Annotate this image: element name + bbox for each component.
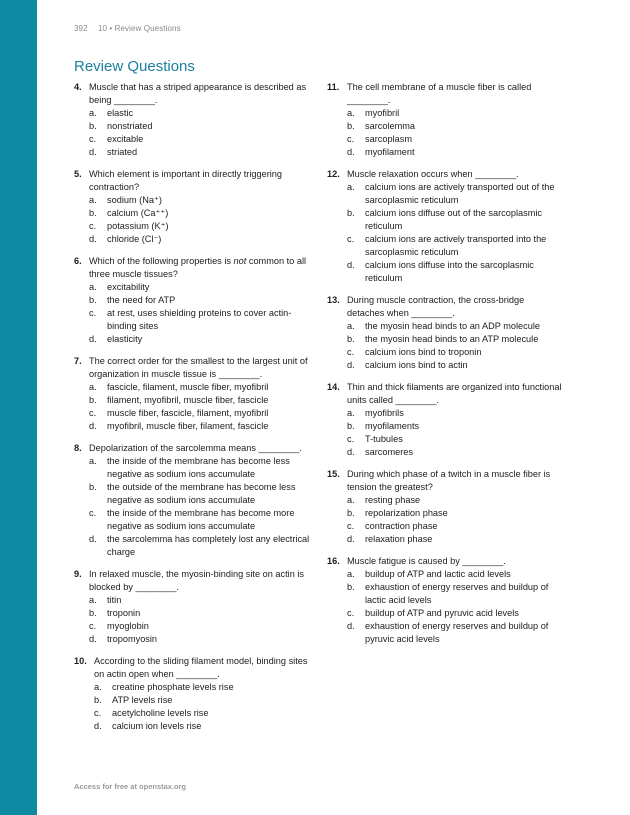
option-letter: b.: [89, 208, 97, 218]
option-text: calcium ions bind to troponin: [365, 347, 482, 357]
option-text: repolarization phase: [365, 508, 448, 518]
answer-option: [347, 107, 563, 120]
option-text: chloride (Cl⁻): [107, 234, 162, 244]
option-text: striated: [107, 147, 138, 157]
question-item: [327, 168, 563, 285]
answer-option: [89, 107, 310, 120]
question-stem: [74, 355, 310, 381]
option-text: calcium ions are actively transported out of the sarcoplasmic reticulum: [365, 182, 555, 205]
answer-options: [74, 194, 310, 246]
option-letter: b.: [347, 508, 355, 518]
answer-option: [347, 346, 563, 359]
option-letter: c.: [89, 408, 97, 418]
option-letter: c.: [89, 508, 97, 518]
option-letter: c.: [94, 708, 102, 718]
chapter-label: 10 • Review Questions: [97, 24, 181, 33]
running-head: [74, 24, 181, 33]
question-stem: [74, 655, 310, 681]
option-text: sarcolemma: [365, 121, 416, 131]
question-item: [327, 468, 563, 546]
option-text: the myosin head binds to an ATP molecule: [365, 334, 539, 344]
answer-option: [347, 494, 563, 507]
question-text: Muscle that has a striped appearance is described as being ________.: [89, 82, 307, 105]
answer-option: [347, 333, 563, 346]
question-number: 13.: [327, 295, 340, 305]
option-text: sarcoplasm: [365, 134, 412, 144]
question-number: 5.: [74, 169, 82, 179]
answer-option: [347, 520, 563, 533]
option-text: exhaustion of energy reserves and buildup of pyruvic acid levels: [365, 621, 549, 644]
option-text: the outside of the membrane has become less negative as sodium ions accumulate: [107, 482, 296, 505]
question-text: In relaxed muscle, the myosin-binding site on actin is blocked by ________.: [89, 569, 304, 592]
answer-option: [347, 433, 563, 446]
question-stem: [74, 568, 310, 594]
answer-options: [327, 407, 563, 459]
option-letter: d.: [89, 147, 97, 157]
question-stem: [327, 468, 563, 494]
option-letter: c.: [89, 308, 97, 318]
question-text: The cell membrane of a muscle fiber is called ________.: [347, 82, 532, 105]
answer-options: [74, 281, 310, 346]
option-text: calcium ion levels rise: [112, 721, 202, 731]
option-text: the need for ATP: [107, 295, 176, 305]
answer-option: [347, 407, 563, 420]
answer-option: [347, 507, 563, 520]
question-item: [74, 168, 310, 246]
question-item: [74, 655, 310, 733]
answer-option: [347, 620, 563, 646]
option-letter: d.: [347, 534, 355, 544]
answer-option: [347, 181, 563, 207]
option-letter: a.: [347, 569, 355, 579]
option-text: elasticity: [107, 334, 143, 344]
answer-option: [89, 381, 310, 394]
option-text: filament, myofibril, muscle fiber, fascicle: [107, 395, 269, 405]
option-text: myoglobin: [107, 621, 149, 631]
option-letter: a.: [347, 408, 355, 418]
option-text: calcium ions bind to actin: [365, 360, 468, 370]
right-column: [327, 81, 563, 655]
question-stem: [74, 442, 310, 455]
option-text: myofibril: [365, 108, 400, 118]
option-text: potassium (K⁺): [107, 221, 169, 231]
answer-option: [89, 407, 310, 420]
question-item: [74, 355, 310, 433]
option-letter: a.: [94, 682, 102, 692]
answer-options: [327, 320, 563, 372]
answer-option: [347, 446, 563, 459]
answer-option: [89, 120, 310, 133]
option-letter: d.: [89, 234, 97, 244]
answer-options: [327, 181, 563, 285]
question-item: [327, 555, 563, 646]
question-stem: [74, 255, 310, 281]
question-text: During muscle contraction, the cross-bridge detaches when ________.: [347, 295, 525, 318]
answer-option: [89, 307, 310, 333]
answer-option: [347, 233, 563, 259]
left-column: [74, 81, 310, 742]
option-text: the myosin head binds to an ADP molecule: [365, 321, 541, 331]
answer-option: [89, 294, 310, 307]
question-number: 6.: [74, 256, 82, 266]
option-letter: c.: [347, 521, 355, 531]
answer-option: [94, 720, 310, 733]
option-letter: b.: [347, 334, 355, 344]
question-number: 9.: [74, 569, 82, 579]
option-letter: c.: [347, 347, 355, 357]
answer-option: [89, 220, 310, 233]
question-stem: [327, 381, 563, 407]
answer-options: [327, 107, 563, 159]
answer-option: [347, 533, 563, 546]
answer-option: [347, 607, 563, 620]
answer-option: [347, 568, 563, 581]
answer-option: [89, 633, 310, 646]
answer-option: [89, 533, 310, 559]
answer-option: [89, 455, 310, 481]
option-text: titin: [107, 595, 122, 605]
answer-option: [94, 694, 310, 707]
option-letter: a.: [89, 382, 97, 392]
question-stem: [327, 294, 563, 320]
option-letter: d.: [347, 360, 355, 370]
option-text: the inside of the membrane has become less negative as sodium ions accumulate: [107, 456, 290, 479]
option-letter: a.: [347, 321, 355, 331]
option-letter: d.: [347, 447, 355, 457]
question-number: 10.: [74, 656, 87, 666]
answer-options: [74, 594, 310, 646]
question-number: 7.: [74, 356, 82, 366]
option-text: creatine phosphate levels rise: [112, 682, 234, 692]
answer-option: [89, 233, 310, 246]
question-text: Which element is important in directly triggering contraction?: [89, 169, 283, 192]
option-letter: d.: [94, 721, 102, 731]
footer-link[interactable]: Access for free at openstax.org: [74, 782, 187, 791]
option-letter: c.: [89, 134, 97, 144]
option-letter: a.: [89, 456, 97, 466]
question-text: The correct order for the smallest to the largest unit of organization in muscle tissue is ________.: [89, 356, 308, 379]
option-letter: a.: [89, 595, 97, 605]
answer-options: [74, 681, 310, 733]
option-letter: a.: [89, 195, 97, 205]
question-text: Thin and thick filaments are organized into functional units called ________.: [347, 382, 562, 405]
option-text: acetylcholine levels rise: [112, 708, 209, 718]
question-stem: [327, 168, 563, 181]
answer-options: [74, 455, 310, 559]
option-letter: b.: [347, 121, 355, 131]
option-text: calcium ions diffuse into the sarcoplasmic reticulum: [365, 260, 534, 283]
answer-option: [347, 120, 563, 133]
option-text: myofilaments: [365, 421, 420, 431]
option-text: myofibril, muscle fiber, filament, fascicle: [107, 421, 269, 431]
answer-option: [347, 359, 563, 372]
option-letter: b.: [89, 482, 97, 492]
answer-option: [347, 320, 563, 333]
option-letter: c.: [347, 608, 355, 618]
question-text: Depolarization of the sarcolemma means ________.: [89, 443, 302, 453]
option-letter: c.: [89, 621, 97, 631]
question-text: According to the sliding filament model, binding sites on actin open when ________.: [94, 656, 308, 679]
option-letter: b.: [89, 608, 97, 618]
option-letter: d.: [89, 334, 97, 344]
option-text: buildup of ATP and lactic acid levels: [365, 569, 511, 579]
option-letter: b.: [347, 208, 355, 218]
option-letter: d.: [89, 421, 97, 431]
question-stem: [327, 555, 563, 568]
option-text: relaxation phase: [365, 534, 433, 544]
option-text: muscle fiber, fascicle, filament, myofibril: [107, 408, 269, 418]
answer-option: [89, 146, 310, 159]
option-letter: b.: [347, 582, 355, 592]
question-item: [74, 255, 310, 346]
answer-option: [94, 707, 310, 720]
option-letter: b.: [89, 295, 97, 305]
question-item: [74, 442, 310, 559]
option-text: excitable: [107, 134, 144, 144]
question-number: 14.: [327, 382, 340, 392]
option-letter: b.: [89, 121, 97, 131]
option-text: exhaustion of energy reserves and buildup of lactic acid levels: [365, 582, 549, 605]
option-text: T-tubules: [365, 434, 403, 444]
question-number: 12.: [327, 169, 340, 179]
question-stem: [327, 81, 563, 107]
answer-option: [89, 481, 310, 507]
answer-options: [327, 568, 563, 646]
answer-option: [89, 207, 310, 220]
option-letter: d.: [347, 260, 355, 270]
option-letter: b.: [347, 421, 355, 431]
option-letter: d.: [89, 634, 97, 644]
question-item: [74, 81, 310, 159]
option-letter: c.: [347, 434, 355, 444]
section-title: Review Questions: [74, 58, 195, 75]
answer-option: [89, 133, 310, 146]
option-text: resting phase: [365, 495, 421, 505]
question-text: Muscle relaxation occurs when ________.: [347, 169, 519, 179]
option-letter: a.: [347, 108, 355, 118]
answer-option: [89, 607, 310, 620]
option-letter: b.: [94, 695, 102, 705]
option-text: calcium ions are actively transported into the sarcoplasmic reticulum: [365, 234, 547, 257]
answer-option: [347, 581, 563, 607]
answer-option: [89, 507, 310, 533]
option-text: sodium (Na⁺): [107, 195, 162, 205]
side-color-bar: [0, 0, 37, 815]
option-text: excitability: [107, 282, 150, 292]
answer-option: [89, 420, 310, 433]
answer-option: [94, 681, 310, 694]
question-text: During which phase of a twitch in a muscle fiber is tension the greatest?: [347, 469, 551, 492]
option-letter: c.: [347, 134, 355, 144]
option-text: the sarcolemma has completely lost any electrical charge: [107, 534, 310, 557]
question-item: [327, 381, 563, 459]
question-number: 11.: [327, 82, 340, 92]
option-letter: c.: [347, 234, 355, 244]
option-letter: a.: [89, 282, 97, 292]
question-stem: [74, 168, 310, 194]
option-letter: d.: [347, 147, 355, 157]
question-item: [327, 294, 563, 372]
option-text: calcium (Ca⁺⁺): [107, 208, 169, 218]
answer-option: [347, 207, 563, 233]
answer-option: [89, 394, 310, 407]
question-text: Which of the following properties is not common to all three muscle tissues?: [89, 256, 307, 279]
option-text: contraction phase: [365, 521, 438, 531]
option-letter: d.: [89, 534, 97, 544]
answer-options: [74, 381, 310, 433]
answer-option: [347, 420, 563, 433]
option-text: troponin: [107, 608, 141, 618]
option-letter: c.: [89, 221, 97, 231]
option-text: the inside of the membrane has become more negative as sodium ions accumulate: [107, 508, 295, 531]
option-text: myofilament: [365, 147, 415, 157]
option-text: elastic: [107, 108, 134, 118]
option-text: fascicle, filament, muscle fiber, myofibril: [107, 382, 269, 392]
answer-option: [89, 333, 310, 346]
answer-option: [347, 146, 563, 159]
question-number: 8.: [74, 443, 82, 453]
question-text: Muscle fatigue is caused by ________.: [347, 556, 506, 566]
option-letter: a.: [347, 495, 355, 505]
option-text: sarcomeres: [365, 447, 413, 457]
option-text: nonstriated: [107, 121, 153, 131]
answer-option: [347, 133, 563, 146]
question-number: 16.: [327, 556, 340, 566]
option-letter: a.: [347, 182, 355, 192]
answer-option: [347, 259, 563, 285]
option-text: calcium ions diffuse out of the sarcoplasmic reticulum: [365, 208, 543, 231]
answer-options: [327, 494, 563, 546]
option-letter: d.: [347, 621, 355, 631]
answer-option: [89, 594, 310, 607]
answer-options: [74, 107, 310, 159]
question-stem: [74, 81, 310, 107]
answer-option: [89, 620, 310, 633]
option-text: tropomyosin: [107, 634, 158, 644]
option-text: ATP levels rise: [112, 695, 173, 705]
answer-option: [89, 281, 310, 294]
option-text: buildup of ATP and pyruvic acid levels: [365, 608, 519, 618]
option-letter: b.: [89, 395, 97, 405]
question-number: 15.: [327, 469, 340, 479]
page-number: 392: [74, 24, 88, 33]
question-number: 4.: [74, 82, 82, 92]
answer-option: [89, 194, 310, 207]
option-letter: a.: [89, 108, 97, 118]
option-text: at rest, uses shielding proteins to cover actin-binding sites: [107, 308, 292, 331]
question-item: [327, 81, 563, 159]
option-text: myofibrils: [365, 408, 404, 418]
question-item: [74, 568, 310, 646]
